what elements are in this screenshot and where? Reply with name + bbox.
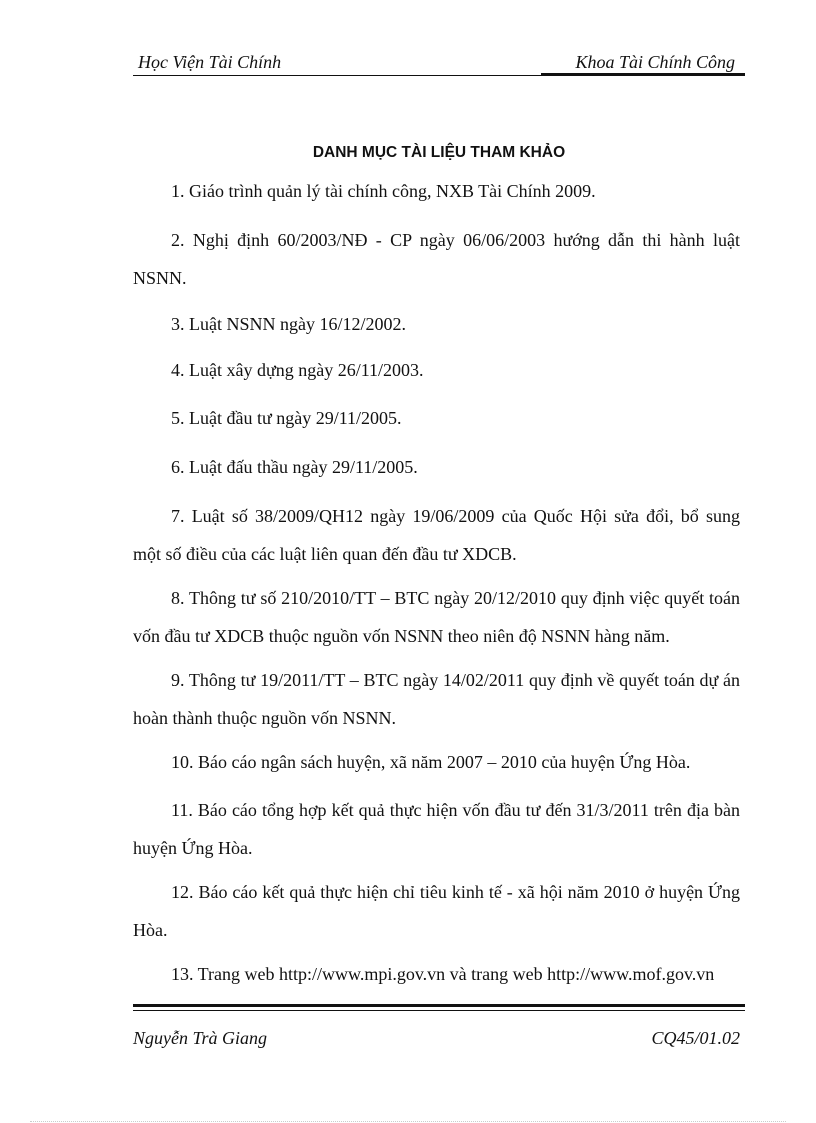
reference-item-7: 7. Luật số 38/2009/QH12 ngày 19/06/2009 của Quốc Hội sửa đổi, bổ sung một số điều của các luật liên quan đến đầu tư XDCB. [133,506,740,564]
reference-item-5: 5. Luật đầu tư ngày 29/11/2005. [171,408,402,428]
reference-item-9: 9. Thông tư 19/2011/TT – BTC ngày 14/02/2011 quy định về quyết toán dự án hoàn thành thuộc nguồn vốn NSNN. [133,670,740,728]
page-bottom-edge [30,1121,786,1122]
footer-author: Nguyễn Trà Giang [133,1028,268,1048]
header-institution: Học Viện Tài Chính [138,52,282,72]
header-faculty: Khoa Tài Chính Công [575,52,735,72]
reference-item-10: 10. Báo cáo ngân sách huyện, xã năm 2007 – 2010 của huyện Ứng Hòa. [171,752,691,772]
reference-item-12: 12. Báo cáo kết quả thực hiện chỉ tiêu kinh tế - xã hội năm 2010 ở huyện Ứng Hòa. [133,882,740,940]
header-rule-thin [133,75,541,76]
page-header [133,50,745,78]
page-title: DANH MỤC TÀI LIỆU THAM KHẢO [312,144,566,161]
footer-rule-thick [133,1004,745,1007]
reference-item-13: 13. Trang web http://www.mpi.gov.vn và trang web http://www.mof.gov.vn [171,964,715,984]
header-rule-thick [541,73,745,76]
footer-rule-thin [133,1010,745,1011]
reference-item-3: 3. Luật NSNN ngày 16/12/2002. [171,314,406,334]
footer-class-code: CQ45/01.02 [651,1028,740,1048]
reference-item-4: 4. Luật xây dựng ngày 26/11/2003. [171,360,424,380]
reference-item-6: 6. Luật đấu thầu ngày 29/11/2005. [171,457,418,477]
reference-item-8: 8. Thông tư số 210/2010/TT – BTC ngày 20/12/2010 quy định việc quyết toán vốn đầu tư XDCB thuộc nguồn vốn NSNN theo niên độ NSNN hàng năm. [133,588,740,646]
reference-item-1: 1. Giáo trình quản lý tài chính công, NXB Tài Chính 2009. [171,181,596,201]
reference-item-2: 2. Nghị định 60/2003/NĐ - CP ngày 06/06/2003 hướng dẫn thi hành luật NSNN. [133,230,740,288]
reference-item-11: 11. Báo cáo tổng hợp kết quả thực hiện vốn đầu tư đến 31/3/2011 trên địa bàn huyện Ứng Hòa. [133,800,740,858]
